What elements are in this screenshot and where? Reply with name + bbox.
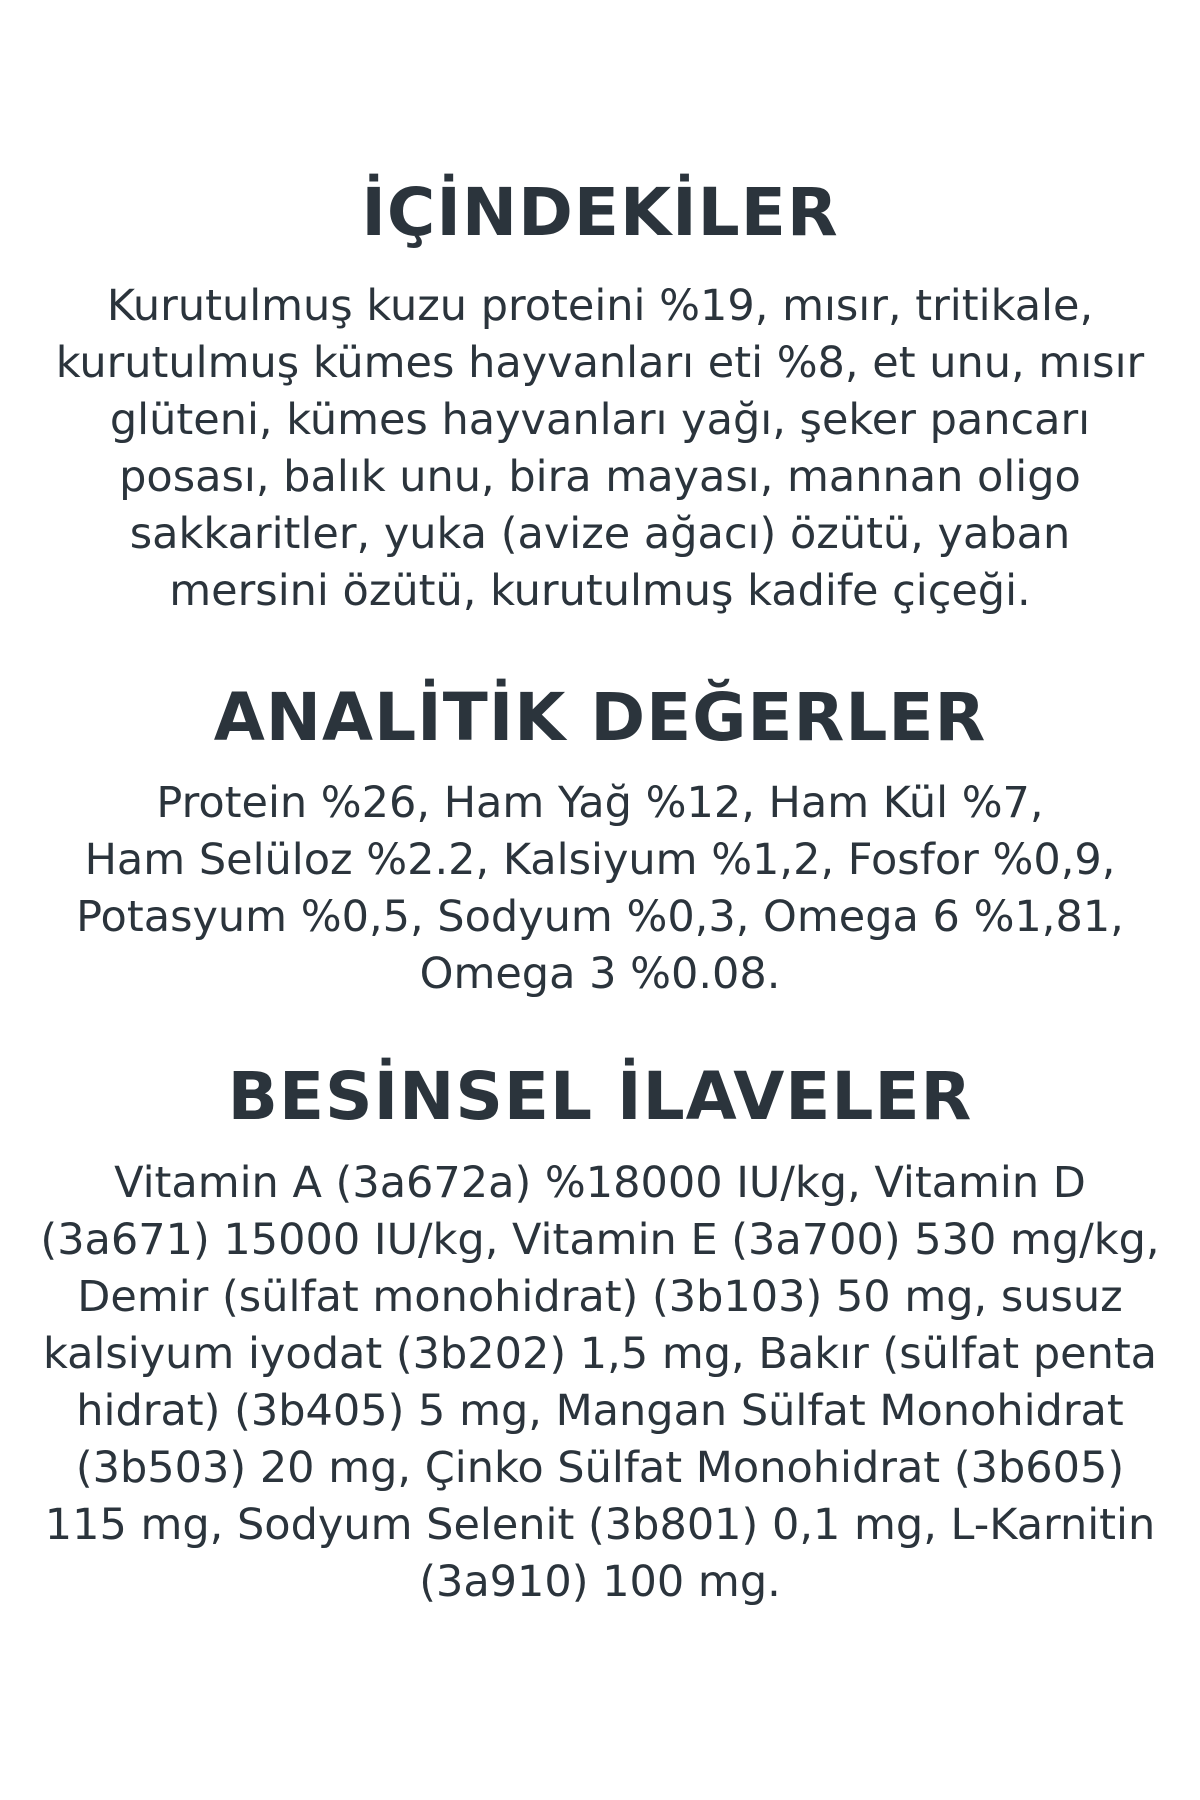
analytic-values-line: Potasyum %0,5, Sodyum %0,3, Omega 6 %1,81, <box>76 892 1124 942</box>
analytic-values-title: ANALİTİK DEĞERLER <box>213 679 987 756</box>
nutritional-additives-title: BESİNSEL İLAVELER <box>227 1058 973 1135</box>
analytic-values-line: Omega 3 %0.08. <box>419 949 781 999</box>
ingredients-line: kurutulmuş kümes hayvanları eti %8, et unu, mısır <box>55 338 1145 388</box>
nutritional-additives-line: Demir (sülfat monohidrat) (3b103) 50 mg, susuz <box>77 1272 1123 1322</box>
nutritional-additives-line: (3a910) 100 mg. <box>419 1557 781 1607</box>
analytic-values-line: Ham Selüloz %2.2, Kalsiyum %1,2, Fosfor %0,9, <box>84 835 1116 885</box>
analytic-values-line: Protein %26, Ham Yağ %12, Ham Kül %7, <box>156 778 1044 828</box>
ingredients-line: Kurutulmuş kuzu proteini %19, mısır, tritikale, <box>106 281 1094 331</box>
nutritional-additives-line: 115 mg, Sodyum Selenit (3b801) 0,1 mg, L-Karnitin <box>44 1500 1156 1550</box>
ingredients-line: posası, balık unu, bira mayası, mannan oligo <box>119 452 1081 502</box>
ingredients-line: sakkaritler, yuka (avize ağacı) özütü, yaban <box>129 509 1071 559</box>
nutritional-additives-text <box>30 1155 1170 1611</box>
ingredients-text <box>30 278 1170 620</box>
nutritional-additives-line: kalsiyum iyodat (3b202) 1,5 mg, Bakır (sülfat penta <box>42 1329 1158 1379</box>
nutritional-additives-line: (3a671) 15000 IU/kg, Vitamin E (3a700) 530 mg/kg, <box>40 1215 1160 1265</box>
nutritional-additives-line: hidrat) (3b405) 5 mg, Mangan Sülfat Monohidrat <box>76 1386 1124 1436</box>
analytic-values-text <box>30 775 1170 1003</box>
ingredients-title: İÇİNDEKİLER <box>361 174 839 251</box>
ingredients-line: mersini özütü, kurutulmuş kadife çiçeği. <box>169 566 1031 616</box>
ingredients-line: glüteni, kümes hayvanları yağı, şeker pancarı <box>109 395 1091 445</box>
nutritional-additives-line: (3b503) 20 mg, Çinko Sülfat Monohidrat (3b605) <box>75 1443 1125 1493</box>
nutritional-additives-line: Vitamin A (3a672a) %18000 IU/kg, Vitamin D <box>114 1158 1086 1208</box>
